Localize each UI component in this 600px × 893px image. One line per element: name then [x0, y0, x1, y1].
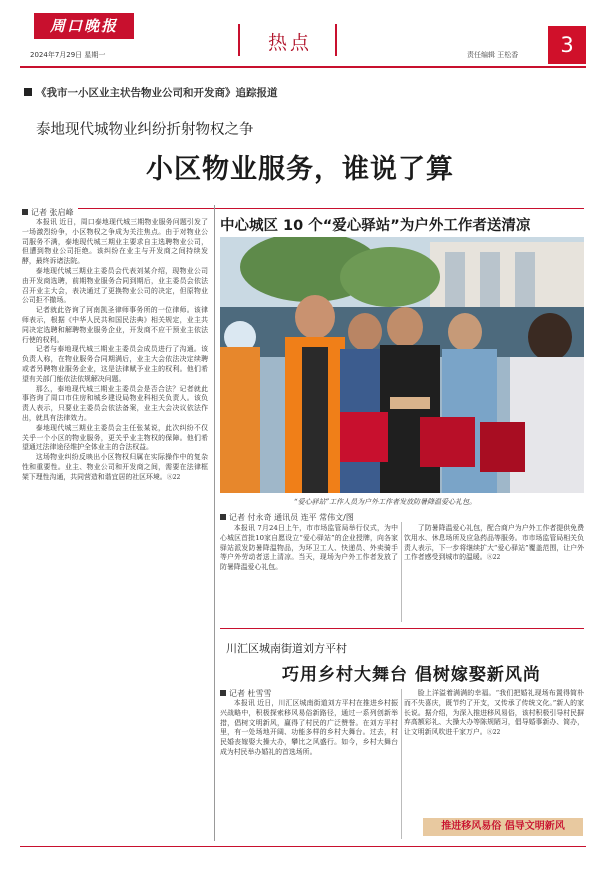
- header-rule: [20, 66, 586, 68]
- rural-reporter: 记者 杜雪雪: [220, 688, 272, 699]
- photo-reporter: 记者 付永奇 通讯员 连平 常伟文/图: [220, 512, 354, 523]
- paragraph: [22, 453, 208, 482]
- page-number: 3: [548, 26, 586, 64]
- section-rule: [220, 628, 584, 629]
- tracking-square-icon: [24, 88, 32, 96]
- paragraph: 本报讯 7月24日上午，市市场监管局举行仪式，为中心城区首批10家自愿设立“爱心驿站”的企业授牌，向各家驿站派发防暑降温物品，为环卫工人、快递员、外卖骑手等户外劳动者送上清凉。当天，现场为户外工作者发放了防暑降温爱心礼包。: [220, 524, 398, 572]
- tracking-line: 《我市一小区业主状告物业公司和开发商》追踪报道: [36, 87, 278, 99]
- rural-story-col2: [404, 689, 584, 806]
- end-mark: Ⓢ22: [166, 473, 181, 481]
- end-mark: Ⓢ22: [486, 554, 501, 562]
- headline-rule: [22, 208, 584, 209]
- paragraph: 本报讯 近日，周口泰地现代城三期物业服务问题引发了一场激烈纷争，小区物权之争成为关注焦点。由于对物业公司服务不满，泰地现代城三期业主要求自主选聘物业公司，但遭到物业公司拒绝。该纠纷在业主与开发商之间持续发酵，最终诉诸法院。: [22, 218, 208, 266]
- paragraph: 泰地现代城三期业主委员会代表刘某介绍，现物业公司由开发商选聘，前期物业服务合同到期后，业主委员会依法召开业主大会，表决通过了更换物业公司的决定，但原物业公司拒不撤场。: [22, 266, 208, 305]
- column-divider: [401, 522, 402, 622]
- paragraph-text: 这场物业纠纷反映出小区物权归属在实际操作中的复杂性和重要性。业主、物业公司和开发商之间，需要在法律框架下理性沟通，共同营造和谐宜居的社区环境。: [22, 453, 208, 481]
- volunteers-photo-illustration: [220, 237, 584, 493]
- section-bar-right: [335, 24, 337, 56]
- paragraph: 记者就此咨询了河南凯圣律师事务所的一位律师。该律师表示，根据《中华人民共和国民法典》相关规定，业主共同决定选聘和解聘物业服务企业，开发商不应干预业主依法行使的权利。: [22, 306, 208, 344]
- rural-kicker: 川汇区城南街道刘方平村: [226, 642, 347, 655]
- newspaper-logo: 周口晚报: [34, 13, 134, 39]
- paragraph: [404, 524, 584, 563]
- section-bar-left: [238, 24, 240, 56]
- photo-story-headline: 中心城区 10 个“爱心驿站”为户外工作者送清凉: [220, 218, 531, 234]
- column-divider: [401, 689, 402, 839]
- lead-subhead: 泰地现代城物业纠纷折射物权之争: [36, 122, 254, 138]
- lead-reporter: 记者 张启峰: [22, 207, 78, 218]
- paragraph-text: 脸上洋溢着满满的幸福。“我们把婚礼现场布置得简朴而不失喜庆，既节约了开支，又传承了传统文化。”新人的家长说。据介绍，为深入推进移风易俗，该村积极引导村民摒弃高额彩礼、大操大办等陈规陋习，倡导婚事新办、简办，让文明新风吹进千家万户。: [404, 689, 584, 737]
- photo-story-col1: [220, 524, 398, 624]
- lead-body: [22, 218, 208, 840]
- rural-story-col1: [220, 699, 398, 839]
- paragraph: 那么，泰地现代城三期业主委员会是否合法？记者就此事咨询了周口市住房和城乡建设局物业科相关负责人。该负责人表示，只要业主委员会依法备案，业主大会决议依法作出，就具有法律效力。: [22, 384, 208, 422]
- rural-headline: 巧用乡村大舞台 倡树嫁娶新风尚: [282, 665, 541, 685]
- news-photo: [220, 237, 584, 493]
- end-mark: Ⓢ22: [486, 729, 501, 737]
- footer-rule: [20, 846, 586, 847]
- issue-date: 2024年7月29日 星期一: [30, 51, 106, 59]
- paragraph-text: 了防暑降温爱心礼包，配合商户为户外工作者提供免费饮用水、休息场所及应急药品等服务。市市场监管局相关负责人表示，下一步将继续扩大“爱心驿站”覆盖范围，让户外工作者感受到城市的温暖。: [404, 524, 584, 562]
- photo-story-col2: [404, 524, 584, 624]
- column-divider: [214, 205, 215, 841]
- editor-credit: 责任编辑 王松香: [467, 51, 519, 59]
- paragraph: 本报讯 近日，川汇区城南街道刘方平村在推进乡村振兴战略中，积极探索移风易俗新路径，通过一系列创新举措，倡树文明新风，赢得了村民的广泛赞誉。在刘方平村里，有一处场地开阔、功能多样的乡村大舞台。过去，村民婚丧嫁娶大操大办，攀比之风盛行。如今，乡村大舞台成为村民举办婚礼的首选场所。: [220, 699, 398, 756]
- section-title: 热点: [268, 32, 313, 54]
- lead-headline: 小区物业服务，谁说了算: [146, 154, 454, 185]
- paragraph: 记者与泰地现代城三期业主委员会成员进行了沟通。该负责人称，在物业服务合同期满后，业主大会依法决定续聘或者另聘物业服务企业，这是法律赋予业主的权利。他们希望有关部门能依法依规解决问题。: [22, 345, 208, 383]
- campaign-banner: 推进移风易俗 倡导文明新风: [423, 818, 583, 836]
- photo-caption: “爱心驿站”工作人员为户外工作者发放防暑降温爱心礼包。: [294, 498, 477, 506]
- paragraph: [404, 689, 584, 738]
- paragraph: 泰地现代城三期业主委员会主任张某说，此次纠纷不仅关乎一个小区的物业服务，更关乎业主物权的保障。他们希望通过法律途径维护全体业主的合法权益。: [22, 423, 208, 452]
